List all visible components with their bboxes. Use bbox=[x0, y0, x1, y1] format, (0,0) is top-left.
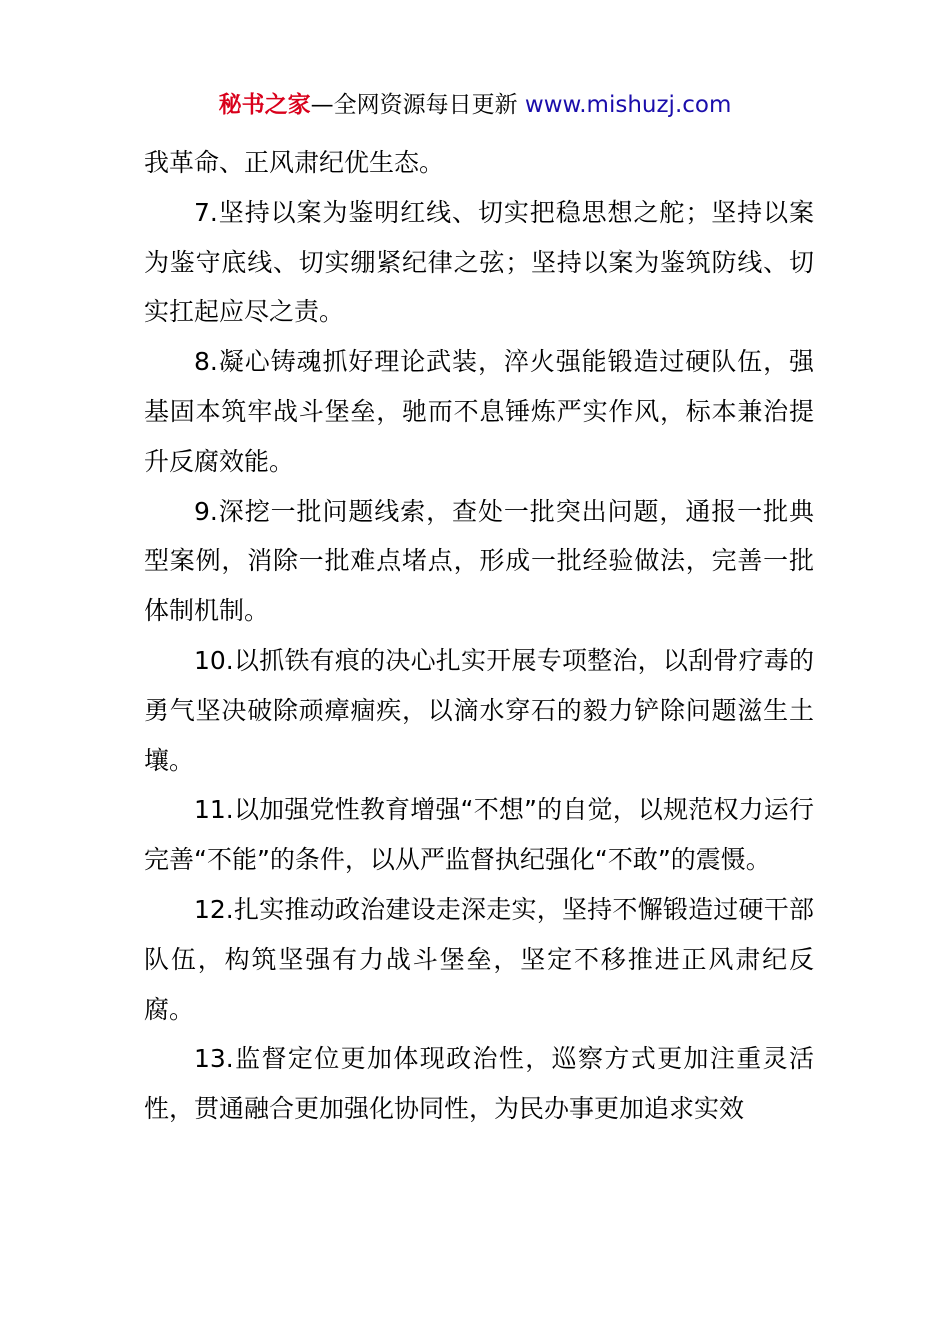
paragraph-item-8: 8.凝心铸魂抓好理论武装，淬火强能锻造过硬队伍，强基固本筑牢战斗堡垒，驰而不息锤炼严实作风，标本兼治提升反腐效能。 bbox=[144, 347, 814, 476]
paragraph-item-11: 11.以加强党性教育增强“不想”的自觉，以规范权力运行完善“不能”的条件，以从严监督执纪强化“不敢”的震慑。 bbox=[144, 795, 814, 875]
paragraph-item-9: 9.深挖一批问题线索，查处一批突出问题，通报一批典型案例，消除一批难点堵点，形成一批经验做法，完善一批体制机制。 bbox=[144, 496, 814, 626]
paragraph-item-12: 12.扎实推动政治建设走深走实，坚持不懈锻造过硬干部队伍，构筑坚强有力战斗堡垒，坚定不移推进正风肃纪反腐。 bbox=[144, 894, 814, 1024]
brand-name: 秘书之家 bbox=[218, 92, 311, 118]
paragraph-continuation: 我革命、正风肃纪优生态。 bbox=[144, 148, 445, 177]
paragraph-item-10: 10.以抓铁有痕的决心扎实开展专项整治，以刮骨疗毒的勇气坚决破除顽瘴痼疾，以滴水穿石的毅力铲除问题滋生土壤。 bbox=[144, 645, 814, 775]
header-tagline: —全网资源每日更新 bbox=[310, 92, 525, 118]
site-link[interactable]: www.mishuzj.com bbox=[524, 92, 732, 118]
paragraph-item-7: 7.坚持以案为鉴明红线、切实把稳思想之舵；坚持以案为鉴守底线、切实绷紧纪律之弦；坚持以案为鉴筑防线、切实扛起应尽之责。 bbox=[144, 197, 814, 327]
paragraph-item-13: 13.监督定位更加体现政治性，巡察方式更加注重灵活性，贯通融合更加强化协同性，为民办事更加追求实效 bbox=[144, 1044, 814, 1124]
page-header bbox=[0, 88, 950, 122]
document-body bbox=[144, 138, 814, 1134]
